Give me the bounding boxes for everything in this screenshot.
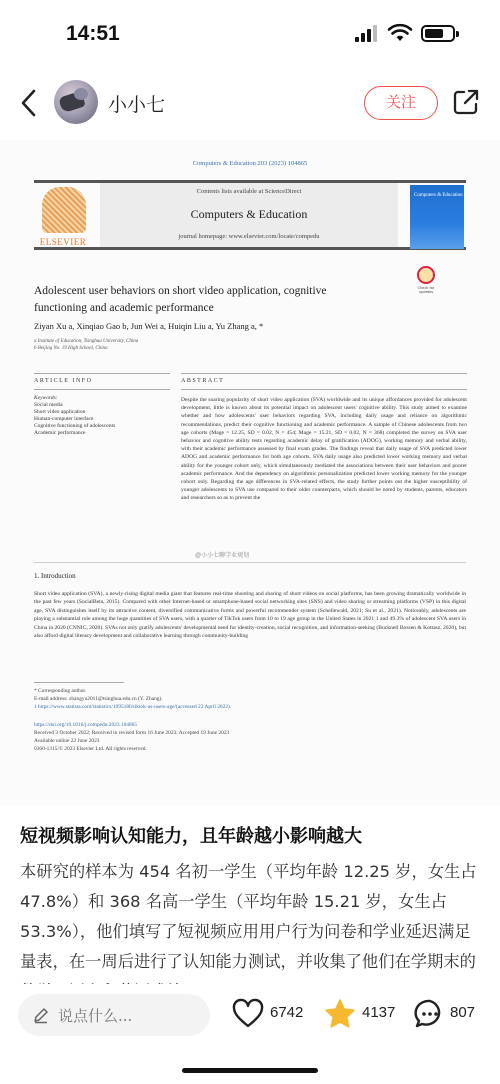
available-line: Available online 22 June 2023 (34, 738, 100, 744)
abstract-text: Despite the soaring popularity of short video application (SVA) worldwide and its unique affordances provided for adolescent development, little is known about its potential impact on adolescent users' cognitive ability. This study aimed to examine whether and how adolescents' user behaviors regarding SVA, including daily usage and reliance on algorithmic recommendations, predict their cognitive functioning and academic performance. A sample of Chinese adolescents from two age cohorts (Mage = 12.25, SD = 0.02, N = 454; Mage = 15.21, SD = 0.02, N = 368) completed the survey on SVA user behavior and cognitive ability tests regarding academic delay of gratification (ADOG), working memory and verbal ability, with their academic performance assessed by final exam grades. The findings reveal that daily usage of SVA predicted lower ADOG and academic performance for both age cohorts. SVA daily usage also predicted lower working memory and verbal ability for the younger cohort only, which simultaneously mediated the associations between their user behaviors and poorer academic performance. And the dependency on algorithmic personalization predicted lower working memory for the younger cohort only. Regarding the age differences in SVA-related effects, the study further points out the higher susceptibility of younger adolescents to SVA use compared to their older counterparts, which should be noted by students, parents, educators and researchers so as to prevent the (181, 397, 467, 502)
article-title (34, 283, 414, 317)
cellular-signal-icon (355, 25, 379, 42)
doi-link: https://doi.org/10.1016/j.compedu.2023.104865 (34, 722, 138, 728)
comment-button[interactable] (414, 998, 494, 1032)
comment-placeholder: 说点什么... (58, 1007, 133, 1025)
journal-cover (410, 185, 464, 249)
keyword-item: Short video application (34, 409, 86, 415)
home-indicator (182, 1068, 318, 1073)
wifi-icon (388, 22, 412, 42)
collect-button[interactable] (324, 998, 404, 1032)
divider (34, 562, 466, 563)
affiliation-2: b Beijing No. 19 High School, China (34, 346, 108, 351)
battery-icon (421, 25, 455, 42)
footnotes (34, 687, 466, 753)
keyword-item: Human-computer interface (34, 416, 94, 422)
authors-line: Ziyan Xu a, Xinqiao Gao b, Jun Wei a, Huiqin Liu a, Yu Zhang a, * (34, 321, 264, 331)
collect-count: 4137 (362, 1004, 396, 1021)
check-updates-text: Check for updates (417, 286, 435, 294)
affiliations (34, 338, 138, 352)
comment-count: 807 (450, 1004, 476, 1021)
divider (34, 373, 170, 374)
article-title-line-1: Adolescent user behaviors on short video application, cognitive (34, 285, 327, 297)
keywords-label: Keywords: (34, 395, 58, 401)
abstract-heading: ABSTRACT (181, 378, 225, 384)
post-title: 短视频影响认知能力，且年龄越小影响越大 (20, 826, 362, 847)
article-title-line-2: functioning and academic performance (34, 302, 214, 314)
journal-title: Computers & Education (190, 207, 308, 221)
author-name[interactable]: 小小七 (108, 94, 166, 116)
status-time: 14:51 (66, 22, 120, 45)
post-body: 本研究的样本为 454 名初一学生（平均年龄 12.25 岁，女生占 47.8%）和 368 名高一学生（平均年龄 15.21 岁，女生占 53.3%），他们填写了短视频应用用户行为问卷和学业延迟满足量表，在一周后进行了认知能力测试，并收集了他们在学期末的 (20, 862, 477, 971)
pen-icon (32, 1006, 50, 1024)
intro-text: Short video application (SVA), a newly-rising digital media giant that features real-time shooting and sharing of short videos on social platforms, has been growing dramatically worldwide in the past few years (SocialBeta, 2015). Compared with other Internet-based or smartphone-based social networking sites (SNS) and video sharing or streaming platforms (VSP) in this digital age, SVA distinguishes itself by its attractive content, diversified communicative forms and powerful recommender system (Schellewald, 2021; Su et al., 2021). Noticeably, adolescents are playing a substantial role among the huge quantities of SVA users, with a quarter of TikTok users from 10 to 19 age group in the United States in 2021 1 and 49.3% of adolescent SVA users in China in 2020 (CNNIC, 2020). SVAs not only gratify adolescents' developmental need for identity-creation, social recognition, and information-seeking (Bucknell Bossen & Kottasz, 2020), but also afford digital literacy development and collaborative learning through community-building (34, 591, 467, 640)
heart-icon (232, 998, 264, 1030)
affiliation-1: a Institute of Education, Tsinghua University, China (34, 339, 139, 344)
like-count: 6742 (270, 1004, 304, 1021)
footnote-url: 1 https://www.statista.com/statistics/1095186/tiktok-us-users-age/(accessed 22 April 2022). (34, 704, 232, 710)
journal-header (34, 180, 466, 250)
check-updates-badge (414, 266, 438, 296)
comment-bubble-icon (414, 998, 446, 1030)
follow-button[interactable]: 关注 (364, 86, 438, 120)
article-info-heading: ARTICLE INFO (34, 378, 93, 384)
copyright-line: 0360-1315/© 2023 Elsevier Ltd. All rights reserved. (34, 746, 147, 752)
divider (34, 682, 124, 683)
contents-line: Contents lists available at ScienceDirect (196, 188, 302, 195)
star-icon (324, 998, 356, 1030)
check-updates-icon (417, 266, 435, 284)
keyword-item: Academic performance (34, 430, 86, 436)
like-button[interactable] (232, 998, 312, 1032)
nav-bar (0, 70, 500, 134)
bottom-action-bar (0, 984, 500, 1084)
watermark: @小小七聊学业规划 (195, 553, 250, 559)
cover-title: Computers & Education (414, 193, 463, 198)
elsevier-logo (34, 185, 92, 249)
back-chevron-icon[interactable] (16, 88, 42, 118)
journal-header-center (100, 183, 398, 247)
comment-input[interactable] (18, 994, 210, 1036)
elsevier-tree-icon (42, 187, 86, 233)
intro-heading: 1. Introduction (34, 572, 76, 580)
keyword-item: Cognitive functioning of adolescents (34, 423, 116, 429)
footnote-email: E-mail address: zhangyu2011@tsinghua.edu.cn (Y. Zhang). (34, 696, 163, 702)
status-bar (0, 0, 500, 66)
journal-citation-line: Computers & Education 203 (2023) 104865 (192, 160, 308, 167)
divider (181, 373, 467, 374)
keywords-block (34, 395, 115, 437)
share-icon[interactable] (452, 88, 480, 116)
homepage-line: journal homepage: www.elsevier.com/locate/compedu (178, 233, 320, 240)
keyword-item: Social media (34, 402, 63, 408)
divider (34, 389, 170, 390)
publisher-name: ELSEVIER (39, 237, 87, 247)
post-image-paper[interactable] (0, 140, 500, 805)
received-line: Received 3 October 2022; Received in revised form 16 June 2023; Accepted 19 June 2023 (34, 730, 230, 736)
avatar[interactable] (54, 80, 98, 124)
divider (181, 389, 467, 390)
footnote-corresponding: * Corresponding author. (34, 688, 87, 694)
